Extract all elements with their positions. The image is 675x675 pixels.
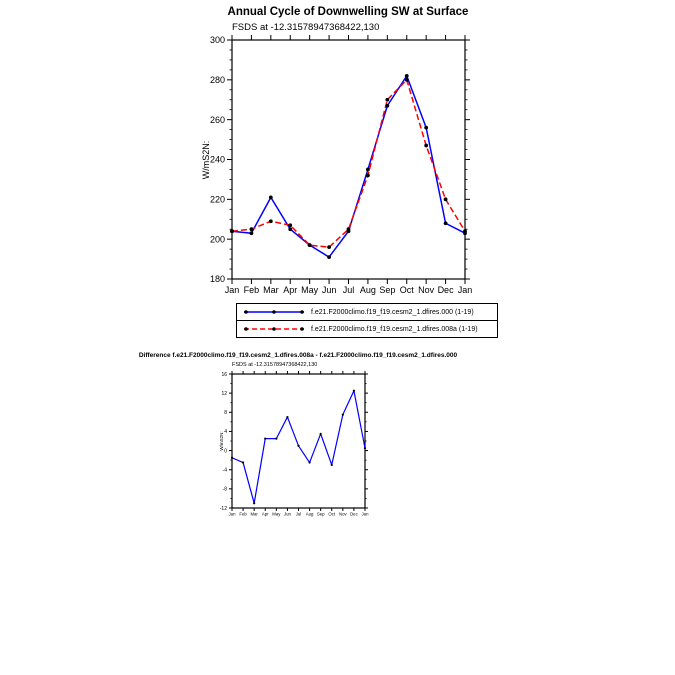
main-chart-y-axis-label: W/mS2N: bbox=[201, 140, 211, 180]
svg-text:220: 220 bbox=[209, 194, 225, 205]
svg-text:-12: -12 bbox=[219, 505, 227, 512]
svg-text:Sep: Sep bbox=[316, 511, 325, 517]
svg-text:May: May bbox=[301, 285, 319, 295]
svg-text:May: May bbox=[272, 511, 281, 517]
svg-text:12: 12 bbox=[221, 390, 227, 397]
legend-line-sample-dashed bbox=[241, 323, 307, 335]
svg-text:-8: -8 bbox=[222, 486, 227, 493]
svg-text:Mar: Mar bbox=[263, 285, 279, 295]
svg-text:Jan: Jan bbox=[457, 285, 473, 295]
diff-chart-subtitle: FSDS at -12.31578947368422,130 bbox=[232, 362, 318, 368]
svg-text:0: 0 bbox=[224, 448, 227, 455]
svg-text:Nov: Nov bbox=[339, 511, 347, 517]
svg-text:4: 4 bbox=[224, 429, 227, 436]
legend-entry-dfires-000 bbox=[236, 303, 498, 321]
svg-text:Sep: Sep bbox=[379, 285, 396, 295]
svg-text:Aug: Aug bbox=[305, 511, 314, 517]
svg-text:Aug: Aug bbox=[359, 285, 376, 295]
legend-line-sample-solid bbox=[241, 306, 307, 318]
svg-text:260: 260 bbox=[209, 114, 225, 125]
main-chart-subtitle: FSDS at -12.31578947368422,130 bbox=[232, 22, 380, 33]
diff-chart-y-axis-label: W/mS2N: bbox=[219, 431, 224, 451]
svg-text:280: 280 bbox=[209, 74, 225, 85]
svg-text:Jun: Jun bbox=[321, 285, 337, 295]
svg-text:Apr: Apr bbox=[261, 511, 269, 517]
svg-text:240: 240 bbox=[209, 154, 225, 165]
svg-text:Apr: Apr bbox=[283, 285, 298, 295]
svg-text:Dec: Dec bbox=[350, 511, 358, 517]
svg-text:-4: -4 bbox=[222, 467, 227, 474]
legend bbox=[236, 303, 498, 338]
svg-text:Oct: Oct bbox=[399, 285, 414, 295]
svg-text:200: 200 bbox=[209, 234, 225, 245]
svg-text:Dec: Dec bbox=[437, 285, 454, 295]
svg-text:Mar: Mar bbox=[250, 511, 258, 517]
svg-text:Nov: Nov bbox=[418, 285, 435, 295]
svg-text:Jan: Jan bbox=[361, 511, 369, 517]
svg-text:Jan: Jan bbox=[228, 511, 236, 517]
svg-text:Oct: Oct bbox=[328, 511, 336, 517]
svg-text:Feb: Feb bbox=[243, 285, 260, 295]
legend-entry-dfires-008a bbox=[236, 320, 498, 338]
legend-label: f.e21.F2000climo.f19_f19.cesm2_1.dfires.008a (1-19) bbox=[311, 325, 478, 333]
svg-text:Feb: Feb bbox=[239, 511, 247, 517]
svg-text:Jul: Jul bbox=[342, 285, 355, 295]
svg-text:16: 16 bbox=[221, 371, 227, 378]
main-chart-title: Annual Cycle of Downwelling SW at Surface bbox=[227, 6, 469, 18]
diff-chart-title: Difference f.e21.F2000climo.f19_f19.cesm2_1.dfires.008a - f.e21.F2000climo.f19_f19.cesm2_1.dfires.000 bbox=[138, 352, 458, 359]
svg-text:300: 300 bbox=[209, 35, 225, 46]
legend-label: f.e21.F2000climo.f19_f19.cesm2_1.dfires.000 (1-19) bbox=[311, 308, 474, 316]
svg-text:Jan: Jan bbox=[224, 285, 240, 295]
svg-text:Jul: Jul bbox=[295, 511, 302, 517]
svg-text:180: 180 bbox=[209, 274, 225, 285]
svg-text:Jun: Jun bbox=[283, 511, 291, 517]
svg-text:8: 8 bbox=[224, 410, 227, 417]
